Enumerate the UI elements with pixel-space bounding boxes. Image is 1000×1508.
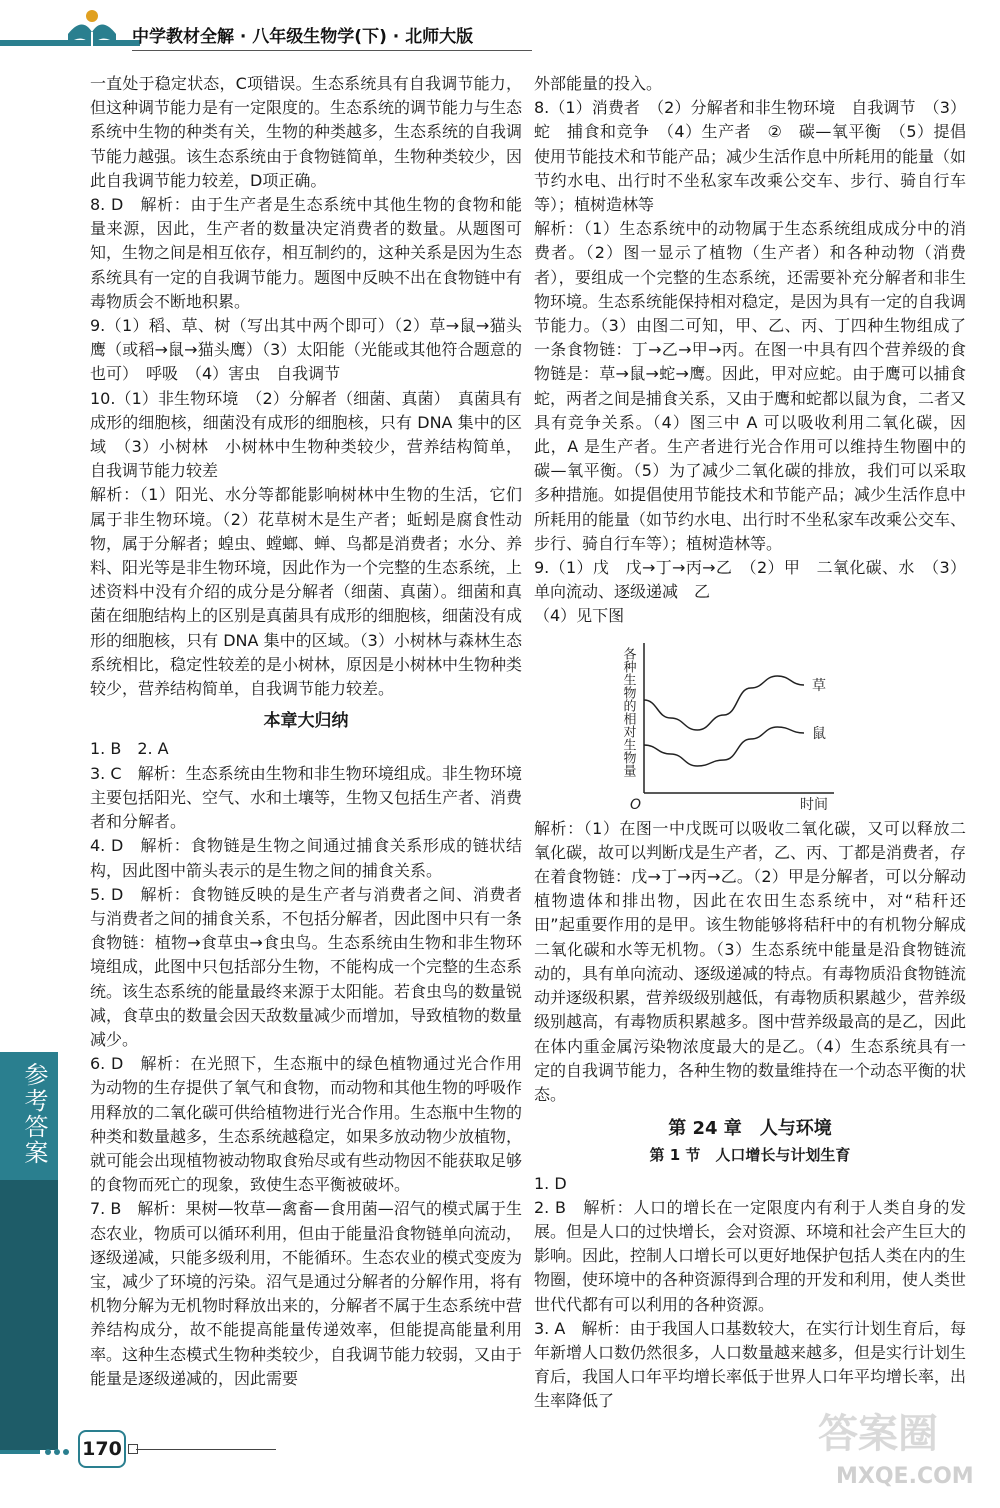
left-column <box>90 72 522 1391</box>
footer-rule <box>136 1449 276 1450</box>
summary-answer-9: 9.（1）戊 戊→丁→丙→乙 （2）甲 二氧化碳、水 （3）单向流动、逐级递减 乙 <box>534 558 966 602</box>
chapter-heading: 第 24 章 人与环境 <box>668 1118 832 1140</box>
header-title: 中学教材全解 · 八年级生物学(下) · 北师大版 <box>132 27 474 47</box>
summary-heading: 本章大归纳 <box>263 711 349 732</box>
side-tab-label: 参考答案 <box>20 1062 48 1166</box>
side-tab <box>0 1052 58 1182</box>
answer-10: 10.（1）非生物环境 （2）分解者（细菌、真菌） 真菌具有成形的细胞核，细菌没有成形的细胞核，只有 DNA 集中的区域 （3）小树林 小树林中生物种类较少，营养结构简单，自我调节能力较差 <box>90 388 522 481</box>
answer-9: 9.（1）稻、草、树（写出其中两个即可）（2）草→鼠→猫头鹰（或稻→鼠→猫头鹰）（3）太阳能（光能或其他符合题意的也可） 呼吸 （4）害虫 自我调节 <box>90 316 522 384</box>
summary-answer-5: 5. D 解析：食物链反映的是生产者与消费者之间、消费者与消费者之间的捕食关系，不包括分解者，因此图中只有一条食物链：植物→食草虫→食虫鸟。生态系统由生物和非生物环境组成，此图中只包括部分生物，不能构成一个完整的生态系统。该生态系统的能量最终来源于太阳能。若食虫鸟的数量锐减，食草虫的数量会因天敌数量减少而增加，导致植物的数量减少。 <box>90 884 523 1049</box>
continuation-text: 外部能量的投入。 <box>534 74 663 93</box>
answer-10-analysis: 解析：（1）阳光、水分等都能影响树林中生物的生活，它们属于非生物环境。（2）花草树木是生产者；蚯蚓是腐食性动物，属于分解者；蝗虫、螳螂、蝉、鸟都是消费者；水分、养料、阳光等是非生物环境，因此作为一个完整的生态系统，上述资料中没有介绍的成分是分解者（细菌、真菌）。细菌和真菌在细胞结构上的区别是真菌具有成形的细胞核，细菌没有成形的细胞核，只有 DNA 集中的区域。（3）小树林与森林生态系统相比，稳定性较差的是小树林，原因是小树林中生物种类较少，营养结构简单，自我调节能力较差。 <box>90 485 523 699</box>
series-line-mouse <box>644 727 804 766</box>
summary-answer-7: 7. B 解析：果树—牧草—禽畜—食用菌—沼气的模式属于生态农业，物质可以循环利用，但由于能量沿食物链单向流动，逐级递减，只能多级利用，不能循环。生态农业的模式变废为宝，减少了环境的污染。沼气是通过分解者的分解作用，将有机物分解为无机物时释放出来的，分解者不属于生态系统中营养结构成分，故不能提高能量传递效率，但能提高能量利用率。这种生态模式生物种类较少，自我调节能力较弱，又由于能量是逐级递减的，因此需要 <box>90 1199 523 1388</box>
summary-answer-8: 8.（1）消费者 （2）分解者和非生物环境 自我调节 （3）蛇 捕食和竞争 （4）生产者 ② 碳—氧平衡 （5）提倡使用节能技术和节能产品；减少生活作息中所耗用的能量（如节约水电、出行时不坐私家车改乘公交车、步行、骑自行车等）；植树造林等 <box>534 98 967 215</box>
answer-8: 8. D 解析：由于生产者是生态系统中其他生物的食物和能量来源，因此，生产者的数量决定消费者的数量。从题图可知，生物之间是相互依存，相互制约的，这种关系是因为生态系统具有一定的自我调节能力。题图中反映不出在食物链中有毒物质会不断地积累。 <box>90 195 523 311</box>
page-header <box>0 0 1000 60</box>
section-heading: 第 1 节 人口增长与计划生育 <box>649 1146 851 1165</box>
section-answer-2: 2. B 解析：人口的增长在一定限度内有利于人类自身的发展。但是人口的过快增长，会对资源、环境和社会产生巨大的影响。因此，控制人口增长可以更好地保护包括人类在内的生物圈，使环境中的各种资源得到合理的开发和利用，使人类世世代代都有可以利用的各种资源。 <box>534 1197 967 1314</box>
series-label-grass: 草 <box>812 677 826 694</box>
summary-answer-8-analysis: 解析：（1）生态系统中的动物属于生态系统组成成分中的消费者。（2）图一显示了植物（生产者）和各种动物（消费者），要组成一个完整的生态系统，还需要补充分解者和非生物环境。生态系统能保持相对稳定，是因为具有一定的自我调节能力。（3）由图二可知，甲、乙、丙、丁四种生物组成了一条食物链：丁→乙→甲→丙。在图一中具有四个营养级的食物链是：草→鼠→蛇→鹰。因此，甲对应蛇。由于鹰可以捕食蛇，两者之间是捕食关系，又由于鹰和蛇都以鼠为食，二者又具有竞争关系。（4）图三中 A 可以吸收利用二氧化碳，因此，A 是生产者。生产者进行光合作用可以维持生物圈中的碳—氧平衡。（5）为了减少二氧化碳的排放，我们可以采取多种措施。如提倡使用节能技术和节能产品；减少生活作息中所耗用的能量（如节约水电、出行时不坐私家车改乘公交车、步行、骑自行车等）；植树造林等。 <box>534 219 967 553</box>
series-line-grass <box>644 676 804 730</box>
summary-answer-6: 6. D 解析：在光照下，生态瓶中的绿色植物通过光合作用为动物的生存提供了氧气和食物，而动物和其他生物的呼吸作用释放的二氧化碳可供给植物进行光合作用。生态瓶中生物的种类和数量越多，生态系统越稳定，如果多放动物少放植物，就可能会出现植物被动物取食殆尽或有些动物因不能获取足够的食物而死亡的现象，致使生态平衡被破坏。 <box>90 1054 523 1195</box>
origin-label: O <box>630 796 642 813</box>
series-label-mouse: 鼠 <box>812 725 826 742</box>
section-answer-3: 3. A 解析：由于我国人口基数较大，在实行计划生育后，每年新增人口数仍然很多，人口数量越来越多，但是实行计划生育后，我国人口年平均增长率低于世界人口年平均增长率，出生率降低了 <box>534 1318 967 1411</box>
watermark-sub: MXQE.COM <box>836 1464 974 1489</box>
watermark-main: 答案圈 <box>818 1411 938 1457</box>
y-axis-label: 各种生物的相对生物量 <box>620 646 636 777</box>
summary-answer-3: 3. C 解析：生态系统由生物和非生物环境组成。非生物环境主要包括阳光、空气、水和土壤等，生物又包括生产者、消费者和分解者。 <box>90 763 523 832</box>
header-rule <box>132 50 532 51</box>
section-answer-1: 1. D <box>534 1173 567 1193</box>
x-axis-label: 时间 <box>800 796 828 813</box>
summary-answer-9-figure-note: （4）见下图 <box>534 606 625 626</box>
watermark <box>818 1402 988 1502</box>
side-tab-strip <box>0 1180 58 1450</box>
right-column <box>534 72 966 1414</box>
book-logo-icon <box>62 4 122 52</box>
summary-answer-9-analysis: 解析：（1）在图一中戊既可以吸收二氧化碳，又可以释放二氧化碳，故可以判断戊是生产者，乙、丙、丁都是消费者，存在着食物链：戊→丁→丙→乙。（2）甲是分解者，可以分解动植物遗体和排出物，因此在农田生态系统中，对“秸秆还田”起重要作用的是甲。该生物能够将秸秆中的有机物分解成二氧化碳和水等无机物。（3）生态系统中能量是沿食物链流动的，具有单向流动、逐级递减的特点。有毒物质沿食物链流动并逐级积累，营养级级别越低，有毒物质积累越少，营养级级别越高，有毒物质积累越多。图中营养级最高的是乙，因此在体内重金属污染物浓度最大的是乙。（4）生态系统具有一定的自我调节能力，各种生物的数量维持在一个动态平衡的状态。 <box>534 818 967 1104</box>
footer-dots-icon <box>0 1448 80 1456</box>
population-line-chart <box>604 633 854 813</box>
summary-answer-1-2: 1. B 2. A <box>90 739 169 759</box>
answer-paragraph: 一直处于稳定状态，C项错误。生态系统具有自我调节能力，但这种调节能力是有一定限度的。生态系统的调节能力与生态系统中生物的种类有关，生物的种类越多，生态系统的自我调节能力越强。该生态系统由于食物链简单，生物种类较少，因此自我调节能力较差，D项正确。 <box>90 74 523 190</box>
summary-answer-4: 4. D 解析：食物链是生物之间通过捕食关系形成的链状结构，因此图中箭头表示的是生物之间的捕食关系。 <box>90 836 522 880</box>
page-number: 170 <box>78 1430 126 1468</box>
